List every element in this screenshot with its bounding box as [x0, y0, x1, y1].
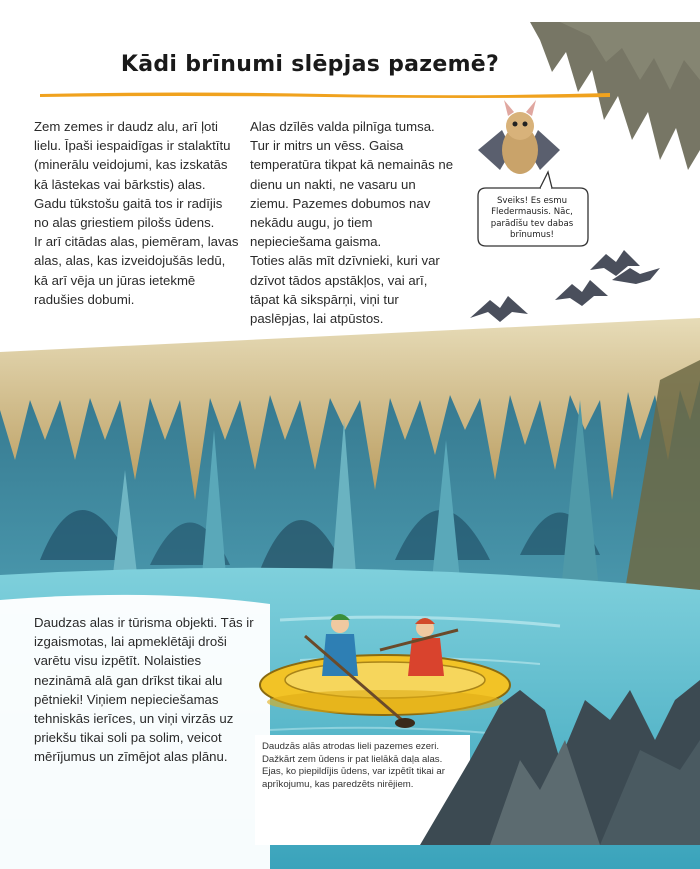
flying-bats — [470, 250, 660, 322]
mascot-bat — [478, 100, 560, 174]
speech-bubble-text: Sveiks! Es esmu Fledermausis. Nāc, parādīšu tev dabas brīnumus! — [490, 196, 574, 241]
illustration-caption: Daudzās alās atrodas lieli pazemes ezeri. Dažkārt zem ūdens ir pat lielākā daļa alas. Ejas, ko piepildījis ūdens, var izpētīt tikai ar aprīkojumu, kas paredzēts nirējiem. — [262, 741, 445, 790]
title-underline — [40, 90, 610, 100]
text-column-2 — [250, 117, 455, 328]
paragraph: Zem zemes ir daudz alu, arī ļoti lielu. Īpaši iespaidīgas ir stalaktītu (minerālu veidojumi, kas izskatās kā lāstekas vai bārkstis) alas. Gadu tūkstošu gaitā tos ir radījis no alas griestiem pilošs ūdens. — [34, 119, 231, 231]
page-title: Kādi brīnumi slēpjas pazemē? — [120, 52, 500, 77]
text-column-1 — [34, 117, 239, 309]
paragraph: Ir arī citādas alas, piemēram, lavas alas, alas, kas izveidojušās ledū, kā arī vēja un jūras ietekmē radušies dobumi. — [34, 234, 239, 307]
paragraph: Alas dzīlēs valda pilnīga tumsa. Tur ir mitrs un vēss. Gaisa temperatūra tikpat kā nemainās ne dienu un nakti, ne vasaru un ziemu. Pazemes dobumos nav nekādu augu, jo tiem nepieciešama gaisma. — [250, 119, 454, 250]
paragraph: Toties alās mīt dzīvnieki, kuri var dzīvot tādos apstākļos, vai arī, tāpat kā sikspārņi, viņi tur paslēpjas, lai atpūstos. — [250, 253, 440, 327]
text-column-3: Daudzas alas ir tūrisma objekti. Tās ir izgaismotas, lai apmeklētāji droši varētu visu izpētīt. Nolaisties nezināmā alā gan drīkst tikai alu pētnieki! Viņiem nepieciešamas tehniskās ierīces, un viņi virzās uz priekšu tikai soli pa solim, veicot mērījumus un zīmējot alas plānu. — [34, 615, 254, 765]
